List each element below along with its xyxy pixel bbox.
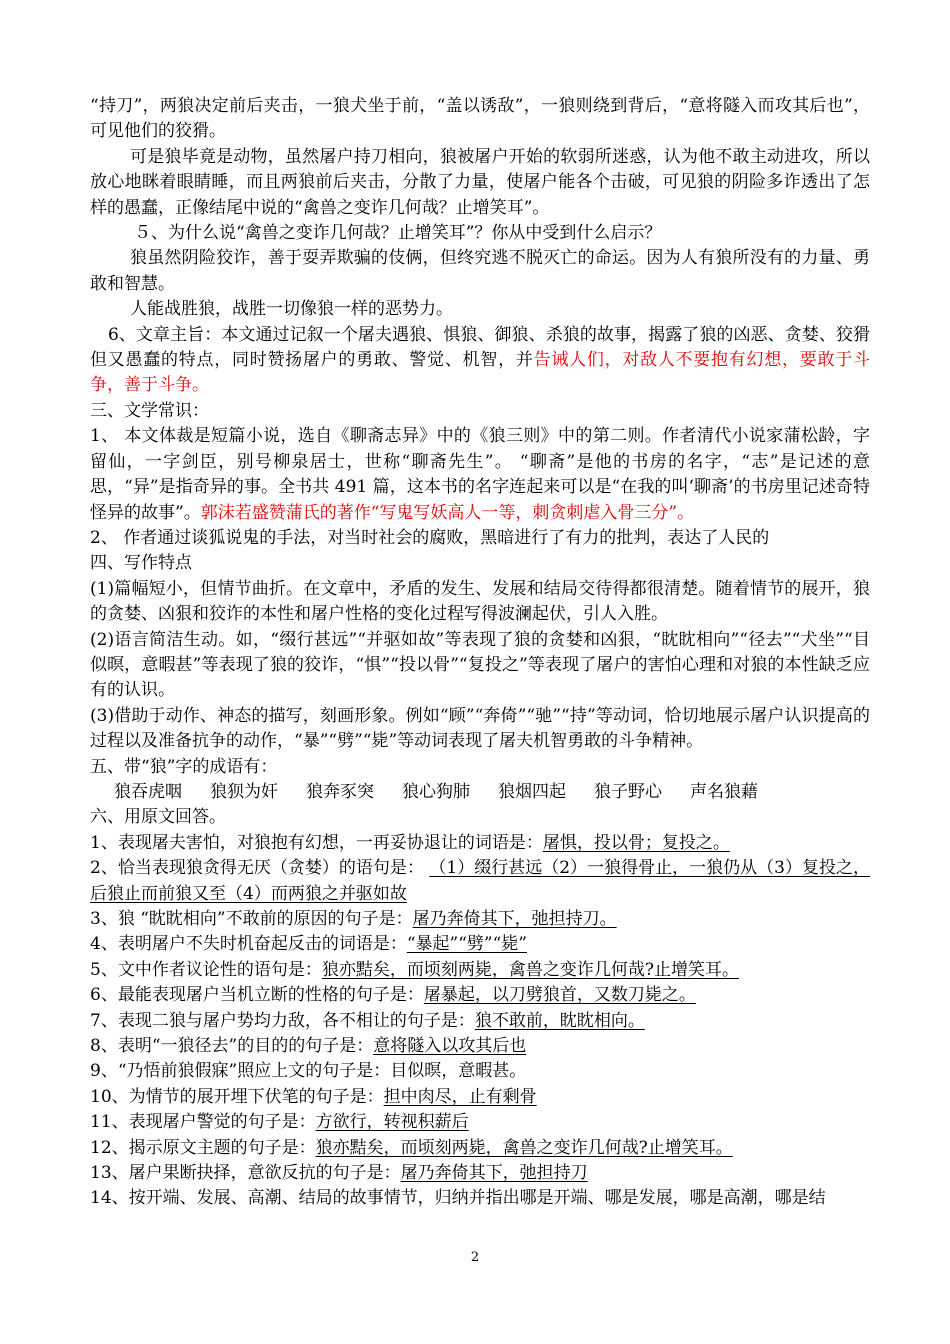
idiom: 狼吞虎咽 (114, 781, 182, 802)
qa-answer: 担中肉尽，止有剩骨 (383, 1086, 537, 1107)
idiom: 狼子野心 (594, 781, 662, 802)
qa-item (90, 932, 870, 957)
qa-item (90, 983, 870, 1008)
qa-item (90, 1136, 870, 1161)
section-heading-5: 五、带“狼”字的成语有： (90, 756, 278, 777)
qa-item (90, 1085, 870, 1110)
qa-answer: 意将隧入以攻其后也 (373, 1036, 527, 1057)
qa-item (90, 1059, 870, 1084)
feature-2: (2)语言简洁生动。如，“缀行甚远”“并驱如故”等表现了狼的贪婪和凶狠，“眈眈相向”“径去”“犬坐”“目似暝，意暇甚”等表现了狼的狡诈，“惧”“投以骨”“复投之”等表现了屠户的害怕心理和对狼的本性缺乏应有的认识。 (90, 629, 870, 701)
feature-3: (3)借助于动作、神态的描写，刻画形象。例如“顾”“奔倚”“驰”“持”等动词，恰切地展示屠户认识提高的过程以及准备抗争的动作，“暴”“劈”“毙”等动词表现了屠夫机智勇敢的斗争精神。 (90, 705, 870, 752)
paragraph-2: 可是狼毕竟是动物，虽然屠户持刀相向，狼被屠户开始的软弱所迷惑，认为他不敢主动进攻，所以放心地眯着眼睛睡，而且两狼前后夹击，分散了力量，使屠户能各个击破，可见狼的阴险多诈透出了怎样的愚蠢，正像结尾中说的“禽兽之变诈几何哉？止增笑耳”。 (90, 146, 870, 218)
qa-question: 12、揭示原文主题的句子是： (90, 1137, 316, 1158)
qa-answer: 狼亦黠矣，而顷刻两毙，禽兽之变诈几何哉?止增笑耳。 (321, 959, 739, 980)
qa-question: 11、表现屠户警觉的句子是： (90, 1112, 316, 1133)
qa-question: 7、表现二狼与屠户势均力敌，各不相让的句子是： (90, 1010, 475, 1031)
literature-paragraph (90, 424, 870, 526)
paragraph-1: “持刀”，两狼决定前后夹击，一狼犬坐于前，“盖以诱敌”，一狼则绕到背后，“意将隧入而攻其后也”，可见他们的狡猾。 (90, 96, 870, 142)
author-technique: 2、 作者通过谈狐说鬼的手法，对当时社会的腐败，黑暗进行了有力的批判，表达了人民的 (90, 527, 770, 548)
section-heading-6: 六、用原文回答。 (90, 807, 226, 828)
theme-text: 6、文章主旨：本文通过记叙一个屠夫遇狼、惧狼、御狼、杀狼的故事，揭露了狼的凶恶、贪婪、狡猾但又愚蠢的特点，同时赞扬屠户的勇敢、警觉、机智，并 (90, 324, 870, 371)
qa-item (90, 1161, 870, 1186)
answer-5-part-2: 人能战胜狼，战胜一切像狼一样的恶势力。 (130, 299, 453, 320)
qa-answer: 方欲行，转视积薪后 (315, 1112, 469, 1133)
qa-question: 9、“乃悟前狼假寐”照应上文的句子是： (90, 1061, 391, 1082)
qa-answer: （1）缀行甚远（2）一狼得骨止，一狼仍从（3）复投之，后狼止而前狼又至（4）而两狼之并驱如故 (90, 858, 870, 904)
idiom: 狼狈为奸 (210, 781, 278, 802)
qa-question: 8、表明“一狼径去”的目的的句子是： (90, 1036, 374, 1057)
qa-answer: 屠乃奔倚其下，弛担持刀 (400, 1163, 588, 1184)
qa-answer: “暴起”“劈”“毙” (406, 934, 527, 955)
qa-question: 4、表明屠户不失时机奋起反击的词语是： (90, 934, 407, 955)
qa-item (90, 1110, 870, 1135)
qa-question: 10、为情节的展开埋下伏笔的句子是： (90, 1086, 384, 1107)
idiom: 狼烟四起 (498, 781, 566, 802)
theme-highlight: 告诫人们，对敌人不要抱有幻想，要敢于斗争，善于斗争。 (90, 350, 871, 396)
idiom-list (90, 780, 870, 805)
qa-item (90, 1034, 870, 1059)
idiom: 狼奔豕突 (306, 781, 374, 802)
qa-item (90, 831, 870, 856)
theme-paragraph (90, 323, 870, 399)
answer-5-part-1: 狼虽然阴险狡诈，善于耍弄欺骗的伎俩，但终究逃不脱灭亡的命运。因为人有狼所没有的力量、勇敢和智慧。 (90, 248, 870, 294)
qa-answer: 屠惧，投以骨；复投之。 (542, 832, 730, 853)
qa-answer: 目似暝，意暇甚。 (390, 1061, 527, 1082)
qa-question: 6、最能表现屠户当机立断的性格的句子是： (90, 985, 424, 1006)
qa-answer: 狼亦黠矣，而顷刻两毙，禽兽之变诈几何哉?止增笑耳。 (315, 1137, 733, 1158)
section-heading-3: 三、文学常识： (90, 400, 209, 421)
qa-answer: 屠乃奔倚其下，弛担持刀。 (412, 909, 617, 929)
qa-question: 2、恰当表现狼贪得无厌（贪婪）的语句是： (90, 858, 430, 879)
literature-highlight: 郭沫若盛赞蒲氏的著作“写鬼写妖高人一等，刺贪刺虐入骨三分”。 (200, 502, 695, 523)
section-heading-4: 四、写作特点 (90, 553, 192, 574)
question-5: ５、为什么说“禽兽之变诈几何哉？止增笑耳”？你从中受到什么启示？ (134, 223, 662, 244)
page-number: 2 (470, 1250, 480, 1265)
qa-question: 5、文中作者议论性的语句是： (90, 959, 322, 980)
qa-question: 3、狼 “眈眈相向”不敢前的原因的句子是： (90, 909, 413, 929)
literature-text: 1、 本文体裁是短篇小说，选自《聊斋志异》中的《狼三则》中的第二则。作者清代小说家蒲松龄，字留仙，一字剑臣，别号柳泉居士，世称“聊斋先生”。 “聊斋”是他的书房的名字，“志”是记述的意思，“异”是指奇异的事。全书共 491 篇，这本书的名字连起来可以是“在我的叫‘聊斋’的书房里记述奇特怪异的故事”。 (90, 426, 870, 523)
idiom: 狼心狗肺 (402, 781, 470, 802)
idiom: 声名狼藉 (690, 781, 758, 802)
qa-question: 14、按开端、发展、高潮、结局的故事情节，归纳并指出哪是开端、哪是发展，哪是高潮，哪是结 (90, 1188, 826, 1209)
document-page (90, 94, 870, 1212)
qa-item (90, 907, 870, 932)
qa-item (90, 958, 870, 983)
qa-item (90, 1009, 870, 1034)
qa-question: 1、表现屠夫害怕，对狼抱有幻想，一再妥协退让的词语是： (90, 832, 543, 853)
qa-answer: 狼不敢前，眈眈相向。 (474, 1010, 645, 1031)
qa-answer: 屠暴起，以刀劈狼首，又数刀毙之。 (423, 985, 696, 1006)
qa-item (90, 1186, 870, 1211)
qa-question: 13、屠户果断抉择，意欲反抗的句子是： (90, 1163, 401, 1184)
feature-1: (1)篇幅短小，但情节曲折。在文章中，矛盾的发生、发展和结局交待得都很清楚。随着情节的展开，狼的贪婪、凶狠和狡诈的本性和屠户性格的变化过程写得波澜起伏，引人入胜。 (90, 578, 870, 625)
qa-item (90, 856, 870, 907)
